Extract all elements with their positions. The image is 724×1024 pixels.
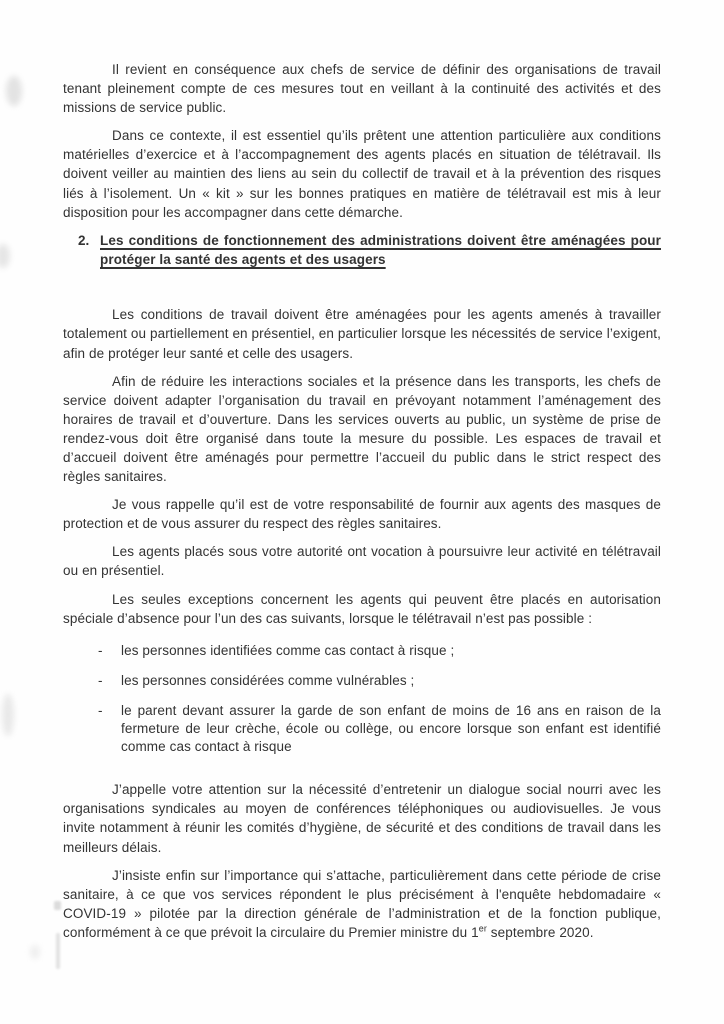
list-item [98,642,661,660]
dash-bullet: - [98,642,103,658]
list-item [98,672,661,690]
closing-text-end: septembre 2020. [486,924,594,940]
paragraph-masques: Je vous rappelle qu’il est de votre responsabilité de fournir aux agents des masques de protection et de vous assurer du respect des règles sanitaires. [63,497,661,532]
paragraph-intro-1: Il revient en conséquence aux chefs de service de définir des organisations de travail tenant pleinement compte de ces mesures tout en veillant à la continuité des activités et des missions de service public. [63,62,661,116]
dash-bullet: - [98,703,103,719]
list-item-text: le parent devant assurer la garde de son enfant de moins de 16 ans en raison de la fermeture de leur crèche, école ou collège, ou encore lorsque son enfant est identifié comme cas contact à risque [121,703,661,754]
list-item-text: les personnes identifiées comme cas contact à risque ; [121,642,455,658]
paragraph-interactions: Afin de réduire les interactions sociales et la présence dans les transports, les chefs de service doivent adapter l’organisation du travail en prévoyant notamment l’aménagement des horaires de travail et d’ouverture. Dans les services ouverts au public, un système de prise de rendez-vous doit être organisé dans toute la mesure du possible. Les espaces de travail et d’accueil doivent être aménagés pour permettre l’accueil du public dans le strict respect des règles sanitaires. [63,373,661,485]
list-item-text: les personnes considérées comme vulnérables ; [121,673,415,689]
paragraph-dialogue-social: J’appelle votre attention sur la nécessité d’entretenir un dialogue social nourri avec les organisations syndicales au moyen de conférences téléphoniques ou audiovisuelles. Je vous invite notamment à réunir les comités d’hygiène, de sécurité et des conditions de travail dans les meilleurs délais. [63,782,661,855]
exceptions-list [63,642,661,780]
paragraph-intro-2: Dans ce contexte, il est essentiel qu’ils prêtent une attention particulière aux conditions matérielles d’exercice et à l’accompagnement des agents placés en situation de télétravail. Ils doivent veiller au maintien des liens au sein du collectif de travail et à la prévention des risques liés à l’isolement. Un « kit » sur les bonnes pratiques en matière de télétravail est mis à leur disposition pour les accompagner dans cette démarche. [63,128,661,220]
paragraph-exceptions: Les seules exceptions concernent les agents qui peuvent être placés en autorisation spéciale d’absence pour l’un des cas suivants, lorsque le télétravail n’est pas possible : [63,591,661,626]
scan-smudge [54,901,61,910]
paragraph-conditions: Les conditions de travail doivent être aménagées pour les agents amenés à travailler totalement ou partiellement en présentiel, en particulier lorsque les nécessités de service l’exigent, afin de protéger leur santé et celle des usagers. [63,307,661,361]
list-item [98,702,661,755]
scan-smudge [6,76,22,106]
section-heading-2 [78,231,661,270]
paragraph-closing [63,866,661,942]
ordinal-superscript: er [478,923,487,934]
section-number: 2. [78,232,90,248]
closing-text-start: J’insiste enfin sur l’importance qui s’attache, particulièrement dans cette période de crise sanitaire, à ce que vos services répondent le plus précisément à l'enquête hebdomadaire « COVID-19 » pilotée par la direction générale de l’administration et de la fonction publique, conformément à ce que prévoit la circulaire du Premier ministre du 1 [63,867,661,940]
dash-bullet: - [98,673,103,689]
scan-smudge [0,244,10,268]
spacer [63,291,661,305]
scan-smudge [2,694,14,736]
paragraph-agents-vocation: Les agents placés sous votre autorité ont vocation à poursuivre leur activité en télétravail ou en présentiel. [63,544,661,579]
scan-smudge [56,933,60,969]
section-title: Les conditions de fonctionnement des administrations doivent être aménagées pour protéger la santé des agents et des usagers [100,232,661,268]
document-body [63,60,661,951]
scan-smudge [30,945,40,959]
